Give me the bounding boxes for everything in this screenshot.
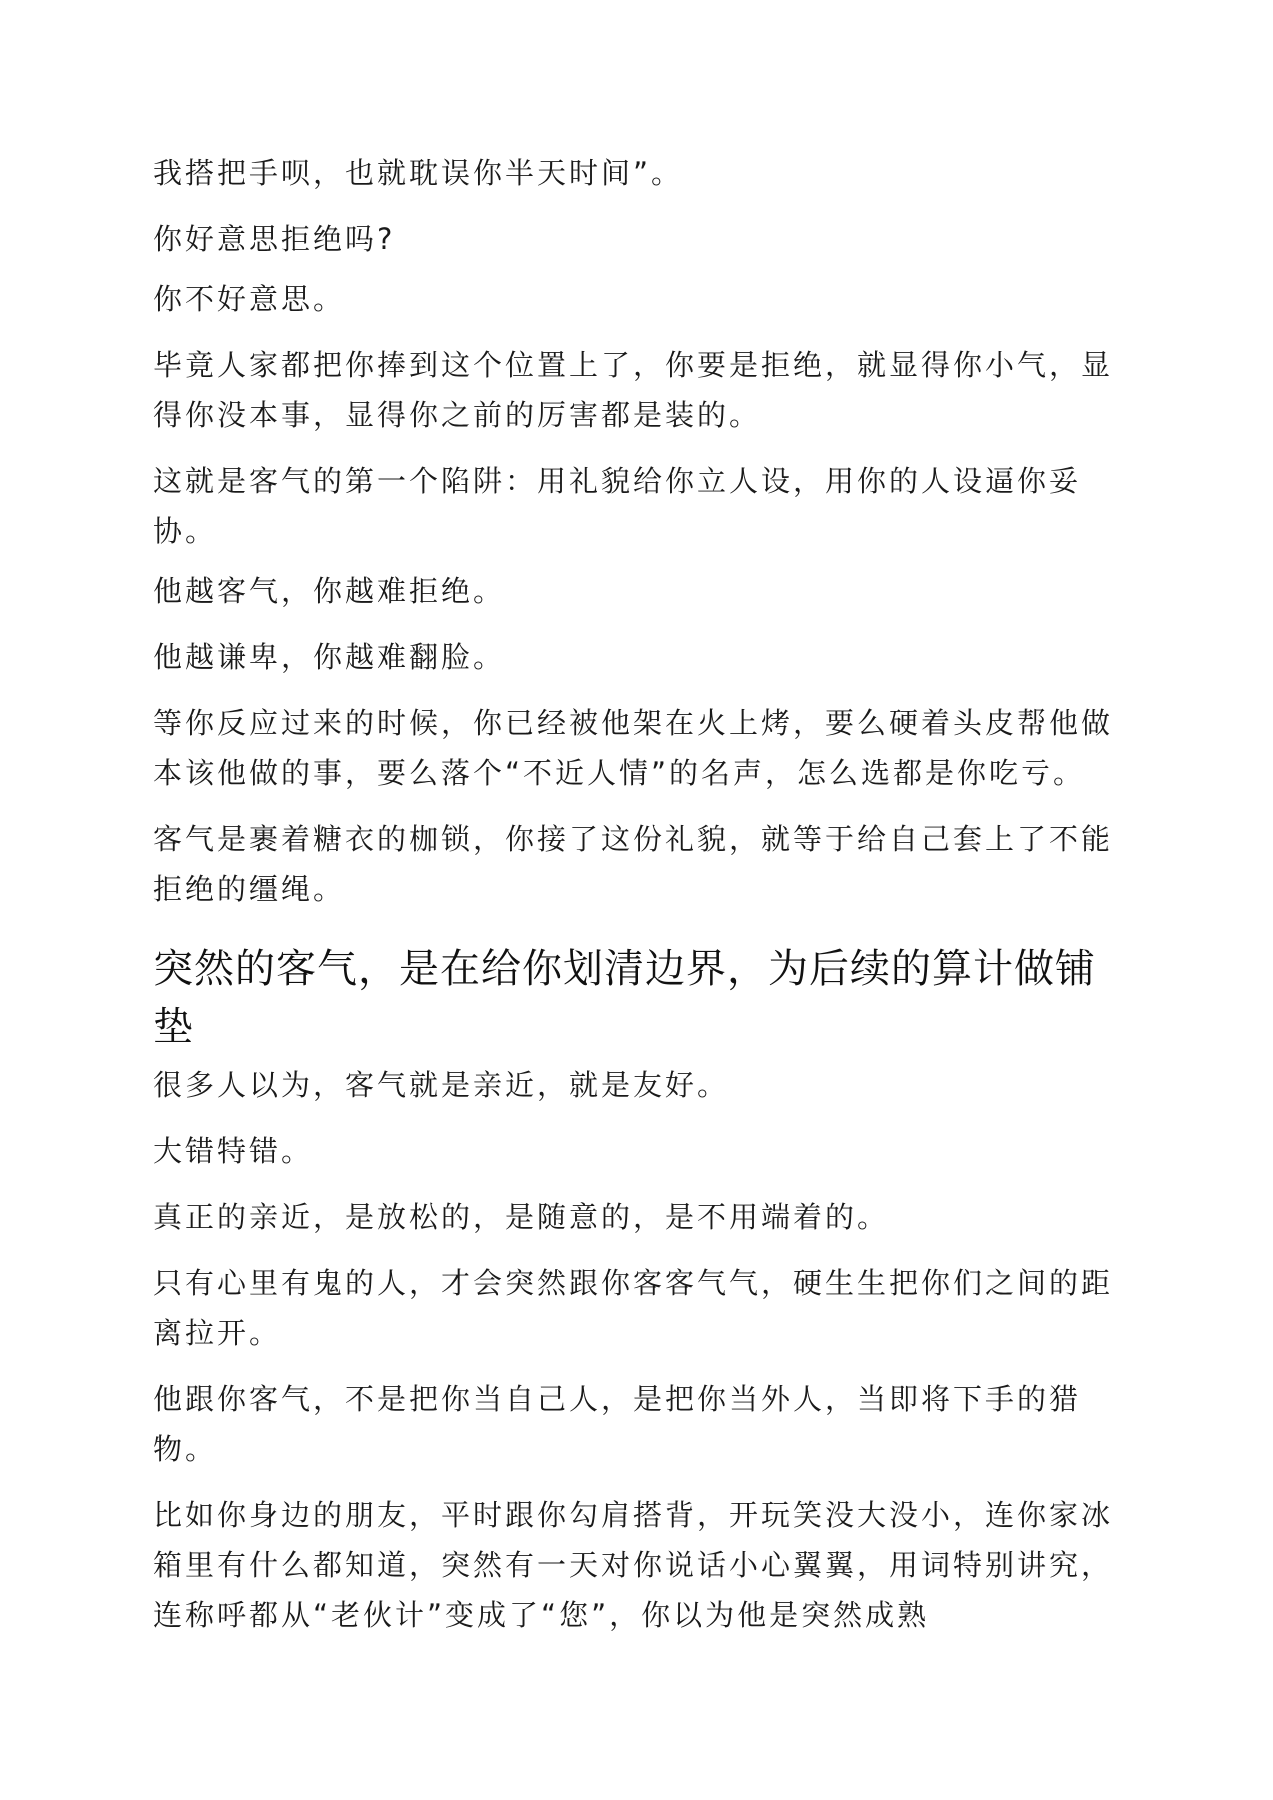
paragraph: 大错特错。 bbox=[153, 1134, 314, 1168]
paragraph: 只有心里有鬼的人，才会突然跟你客客气气，硬生生把你们之间的距离拉开。 bbox=[153, 1266, 1114, 1350]
paragraph: 客气是裹着糖衣的枷锁，你接了这份礼貌，就等于给自己套上了不能拒绝的缰绳。 bbox=[153, 822, 1114, 906]
document-body bbox=[153, 148, 1113, 1656]
paragraph: 你好意思拒绝吗? bbox=[153, 222, 396, 256]
paragraph: 他越客气，你越难拒绝。 bbox=[153, 574, 506, 608]
section-heading: 突然的客气，是在给你划清边界，为后续的算计做铺垫 bbox=[153, 946, 1096, 1050]
paragraph: 真正的亲近，是放松的，是随意的，是不用端着的。 bbox=[153, 1200, 890, 1234]
paragraph: 你不好意思。 bbox=[153, 282, 346, 316]
paragraph: 等你反应过来的时候，你已经被他架在火上烤，要么硬着头皮帮他做本该他做的事，要么落个“不近人情”的名声，怎么选都是你吃亏。 bbox=[153, 706, 1114, 790]
paragraph: 我搭把手呗，也就耽误你半天时间”。 bbox=[153, 156, 684, 190]
paragraph: 他越谦卑，你越难翻脸。 bbox=[153, 640, 506, 674]
paragraph: 很多人以为，客气就是亲近，就是友好。 bbox=[153, 1068, 730, 1102]
paragraph: 这就是客气的第一个陷阱：用礼貌给你立人设，用你的人设逼你妥协。 bbox=[153, 464, 1082, 548]
paragraph: 他跟你客气，不是把你当自己人，是把你当外人，当即将下手的猎物。 bbox=[153, 1382, 1082, 1466]
paragraph: 比如你身边的朋友，平时跟你勾肩搭背，开玩笑没大没小，连你家冰箱里有什么都知道，突然有一天对你说话小心翼翼，用词特别讲究，连称呼都从“老伙计”变成了“您”，你以为他是突然成熟 bbox=[153, 1498, 1114, 1632]
paragraph: 毕竟人家都把你捧到这个位置上了，你要是拒绝，就显得你小气，显得你没本事，显得你之前的厉害都是装的。 bbox=[153, 348, 1114, 432]
